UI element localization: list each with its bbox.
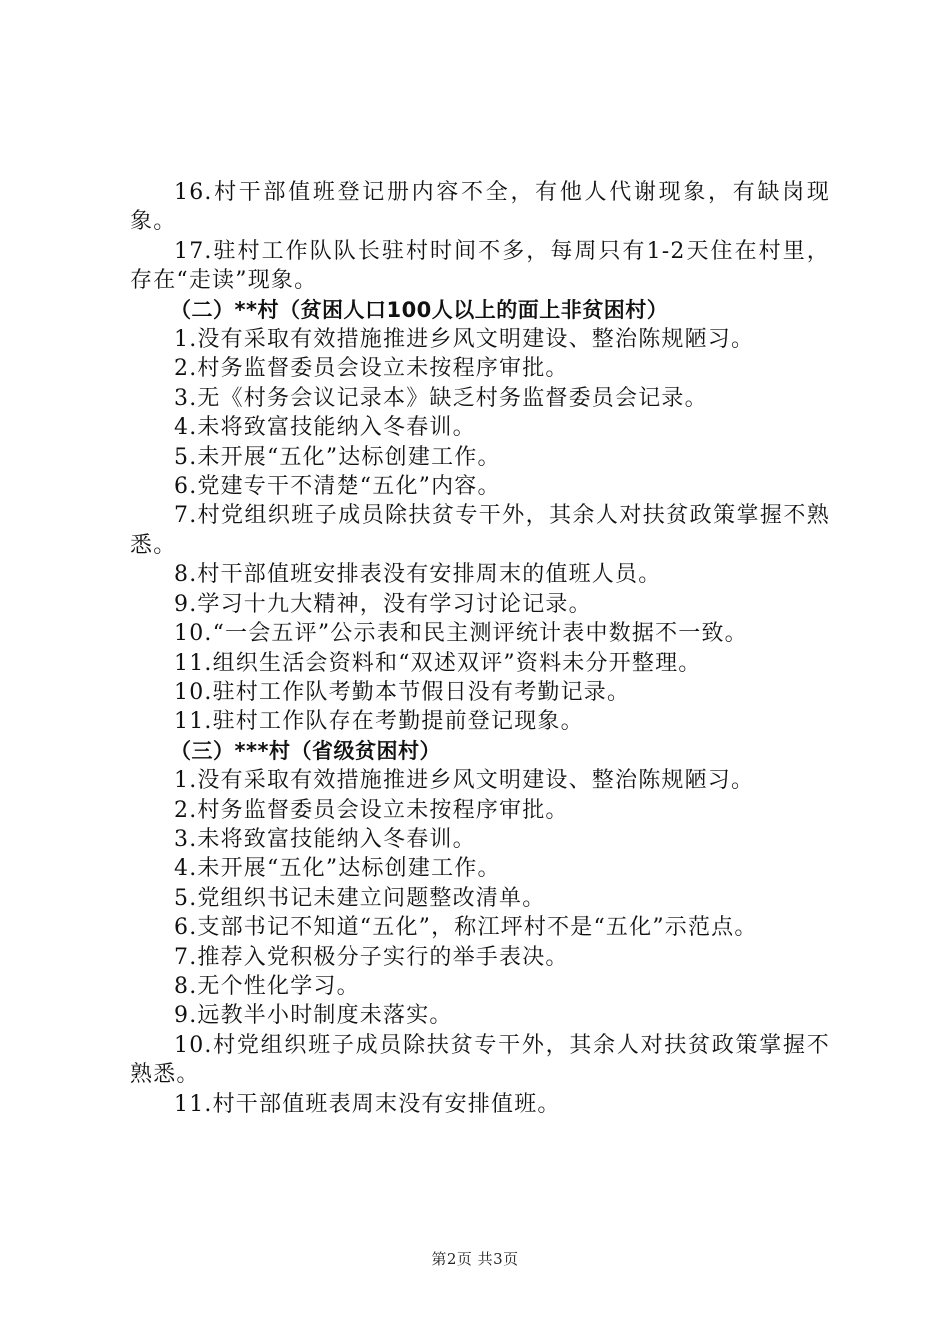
list-item: 3.未将致富技能纳入冬春训。 <box>174 826 476 852</box>
list-item: 5.未开展“五化”达标创建工作。 <box>174 444 501 470</box>
list-item: 4.未将致富技能纳入冬春训。 <box>174 415 476 441</box>
list-item: 11.组织生活会资料和“双述双评”资料未分开整理。 <box>174 650 702 676</box>
list-item: 10.“一会五评”公示表和民主测评统计表中数据不一致。 <box>174 621 748 647</box>
section-heading: （三）***村（省级贫困村） <box>170 738 441 763</box>
list-item: 2.村务监督委员会设立未按程序审批。 <box>174 797 569 823</box>
list-item: 10.村党组织班子成员除扶贫专干外，其余人对扶贫政策掌握不熟悉。 <box>130 1032 830 1088</box>
list-item: 11.村干部值班表周末没有安排值班。 <box>174 1091 561 1117</box>
list-item: 10.驻村工作队考勤本节假日没有考勤记录。 <box>174 679 631 705</box>
list-item: 9.远教半小时制度未落实。 <box>174 1003 453 1029</box>
page-footer: 第2页 共3页 <box>431 1250 519 1268</box>
list-item: 2.村务监督委员会设立未按程序审批。 <box>174 356 569 382</box>
list-item: 6.支部书记不知道“五化”，称江坪村不是“五化”示范点。 <box>174 915 758 941</box>
document-body <box>130 178 830 1119</box>
list-item: 1.没有采取有效措施推进乡风文明建设、整治陈规陋习。 <box>174 768 755 794</box>
list-item: 1.没有采取有效措施推进乡风文明建设、整治陈规陋习。 <box>174 327 755 353</box>
list-item: 8.无个性化学习。 <box>174 973 360 999</box>
list-item: 3.无《村务会议记录本》缺乏村务监督委员会记录。 <box>174 385 708 411</box>
list-item: 16.村干部值班登记册内容不全，有他人代谢现象，有缺岗现象。 <box>130 180 830 235</box>
list-item: 11.驻村工作队存在考勤提前登记现象。 <box>174 709 584 735</box>
list-item: 7.村党组织班子成员除扶贫专干外，其余人对扶贫政策掌握不熟悉。 <box>130 503 830 558</box>
list-item: 5.党组织书记未建立问题整改清单。 <box>174 885 546 911</box>
section-heading: （二）**村（贫困人口100人以上的面上非贫困村） <box>170 297 669 322</box>
list-item: 4.未开展“五化”达标创建工作。 <box>174 856 501 882</box>
list-item: 9.学习十九大精神，没有学习讨论记录。 <box>174 591 592 617</box>
list-item: 6.党建专干不清楚“五化”内容。 <box>174 474 501 500</box>
list-item: 7.推荐入党积极分子实行的举手表决。 <box>174 944 569 970</box>
list-item: 8.村干部值班安排表没有安排周末的值班人员。 <box>174 562 662 588</box>
list-item: 17.驻村工作队队长驻村时间不多，每周只有1-2天住在村里，存在“走读”现象。 <box>130 238 830 294</box>
